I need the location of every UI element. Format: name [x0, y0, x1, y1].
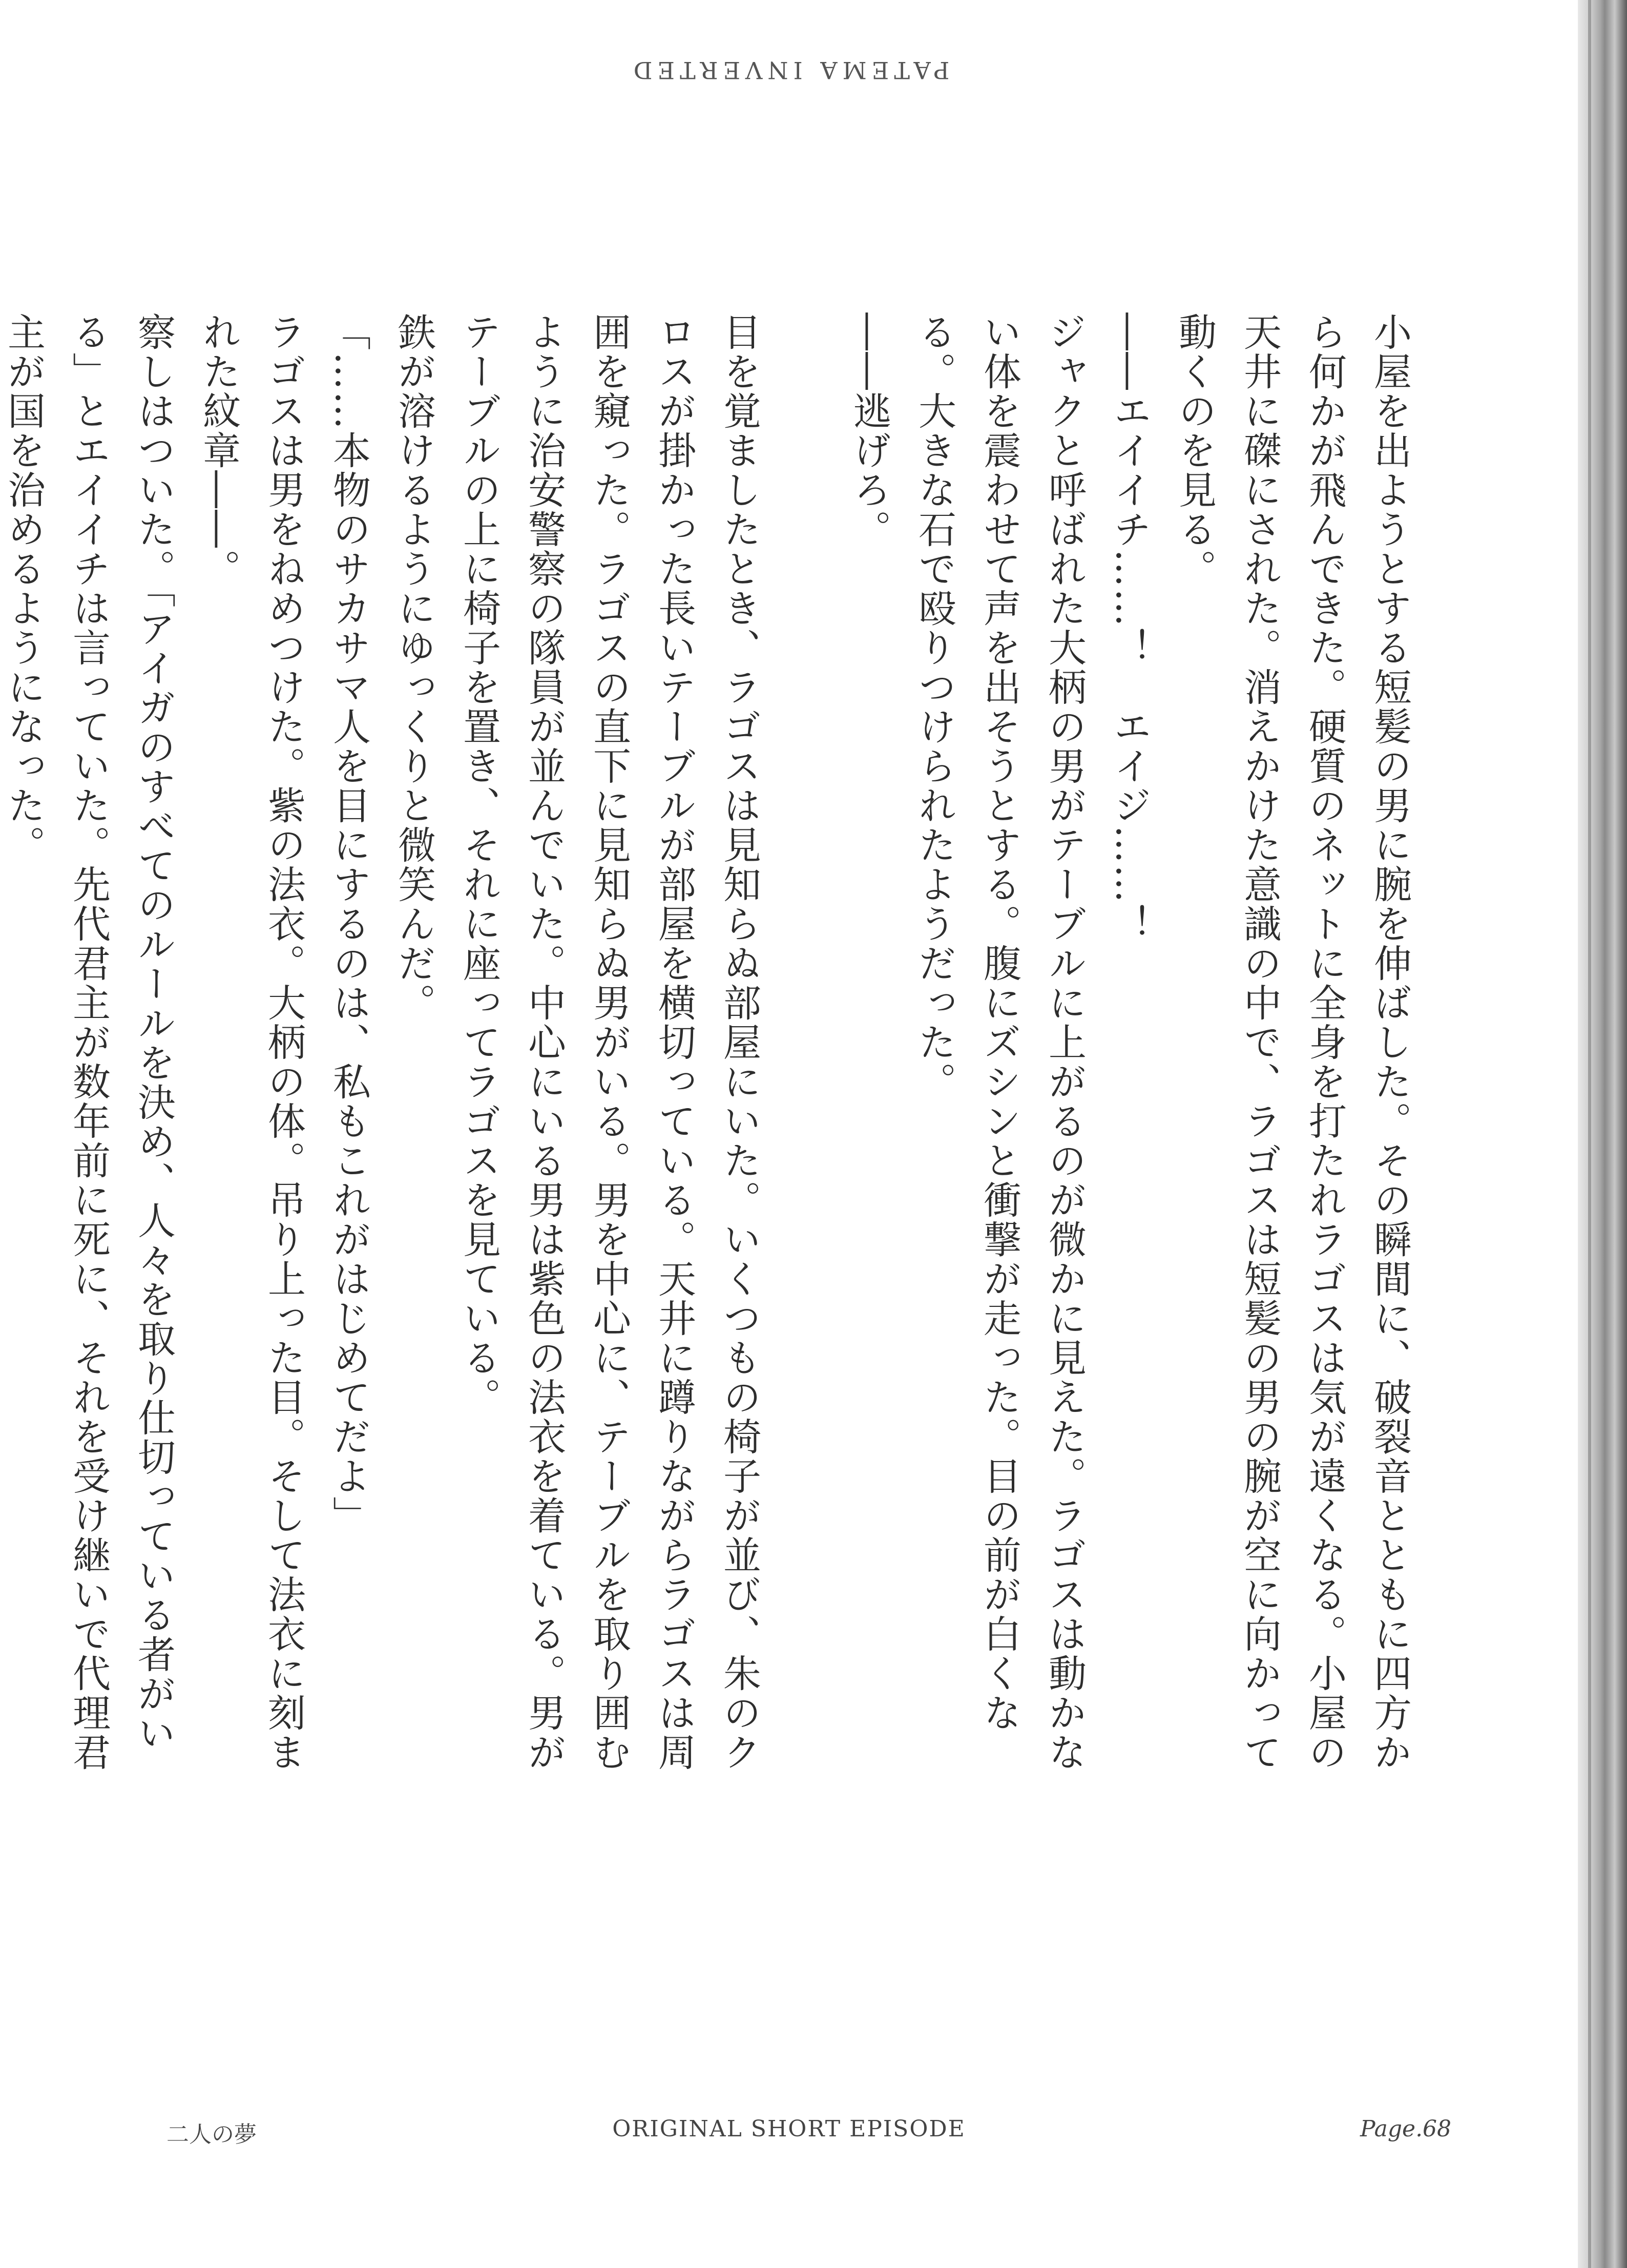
paragraph: 鉄が溶けるようにゆっくりと微笑んだ。 [392, 313, 436, 1023]
page-edge [1578, 0, 1627, 2268]
paragraph: 察しはついた。「アイガのすべてのルールを決め、人々を取り仕切っている者がいる」とエイイチは言っていた。先代君主が数年前に死に、それを受け継いで代理君主が国を治めるようになった。 [2, 313, 176, 1772]
paragraph: ――逃げろ。 [847, 313, 891, 549]
paragraph-gap [771, 313, 837, 318]
page-number: Page.68 [1360, 2116, 1452, 2142]
body-text [0, 313, 1422, 1788]
page-edge-line [1588, 0, 1591, 2268]
paragraph: ラゴスは男をねめつけた。紫の法衣。大柄の体。吊り上った目。そして法衣に刻まれた紋章――。 [197, 313, 306, 1772]
footer [0, 2116, 1578, 2157]
footer-chapter-title: 二人の夢 [166, 2121, 257, 2148]
paragraph: 目を覚ましたとき、ラゴスは見知らぬ部屋にいた。いくつもの椅子が並び、朱のクロスが掛かった長いテーブルが部屋を横切っている。天井に蹲りながらラゴスは周囲を窺った。ラゴスの直下に見知らぬ男がいる。男を中心に、テーブルを取り囲むように治安警察の隊員が並んでいた。中心にいる男は紫色の法衣を着ている。男がテーブルの上に椅子を置き、それに座ってラゴスを見ている。 [457, 313, 761, 1772]
paragraph: 小屋を出ようとする短髪の男に腕を伸ばした。その瞬間に、破裂音とともに四方から何かが飛んできた。硬質のネットに全身を打たれラゴスは気が遠くなる。小屋の天井に磔にされた。消えかけた意識の中で、ラゴスは短髪の男の腕が空に向かって動くのを見る。 [1173, 313, 1412, 1772]
paragraph: 「……本物のサカサマ人を目にするのは、私もこれがはじめてだよ」 [327, 313, 371, 1535]
paragraph: ――エイイチ……！ エイジ……！ [1108, 313, 1152, 944]
paragraph: ジャクと呼ばれた大柄の男がテーブルに上がるのが微かに見えた。ラゴスは動かない体を震わせて声を出そうとする。腹にズシンと衝撃が走った。目の前が白くなる。大きな石で殴りつけられたようだった。 [912, 313, 1087, 1772]
running-head: PATEMA INVERTED [628, 56, 950, 84]
footer-section-title: ORIGINAL SHORT EPISODE [612, 2116, 966, 2142]
